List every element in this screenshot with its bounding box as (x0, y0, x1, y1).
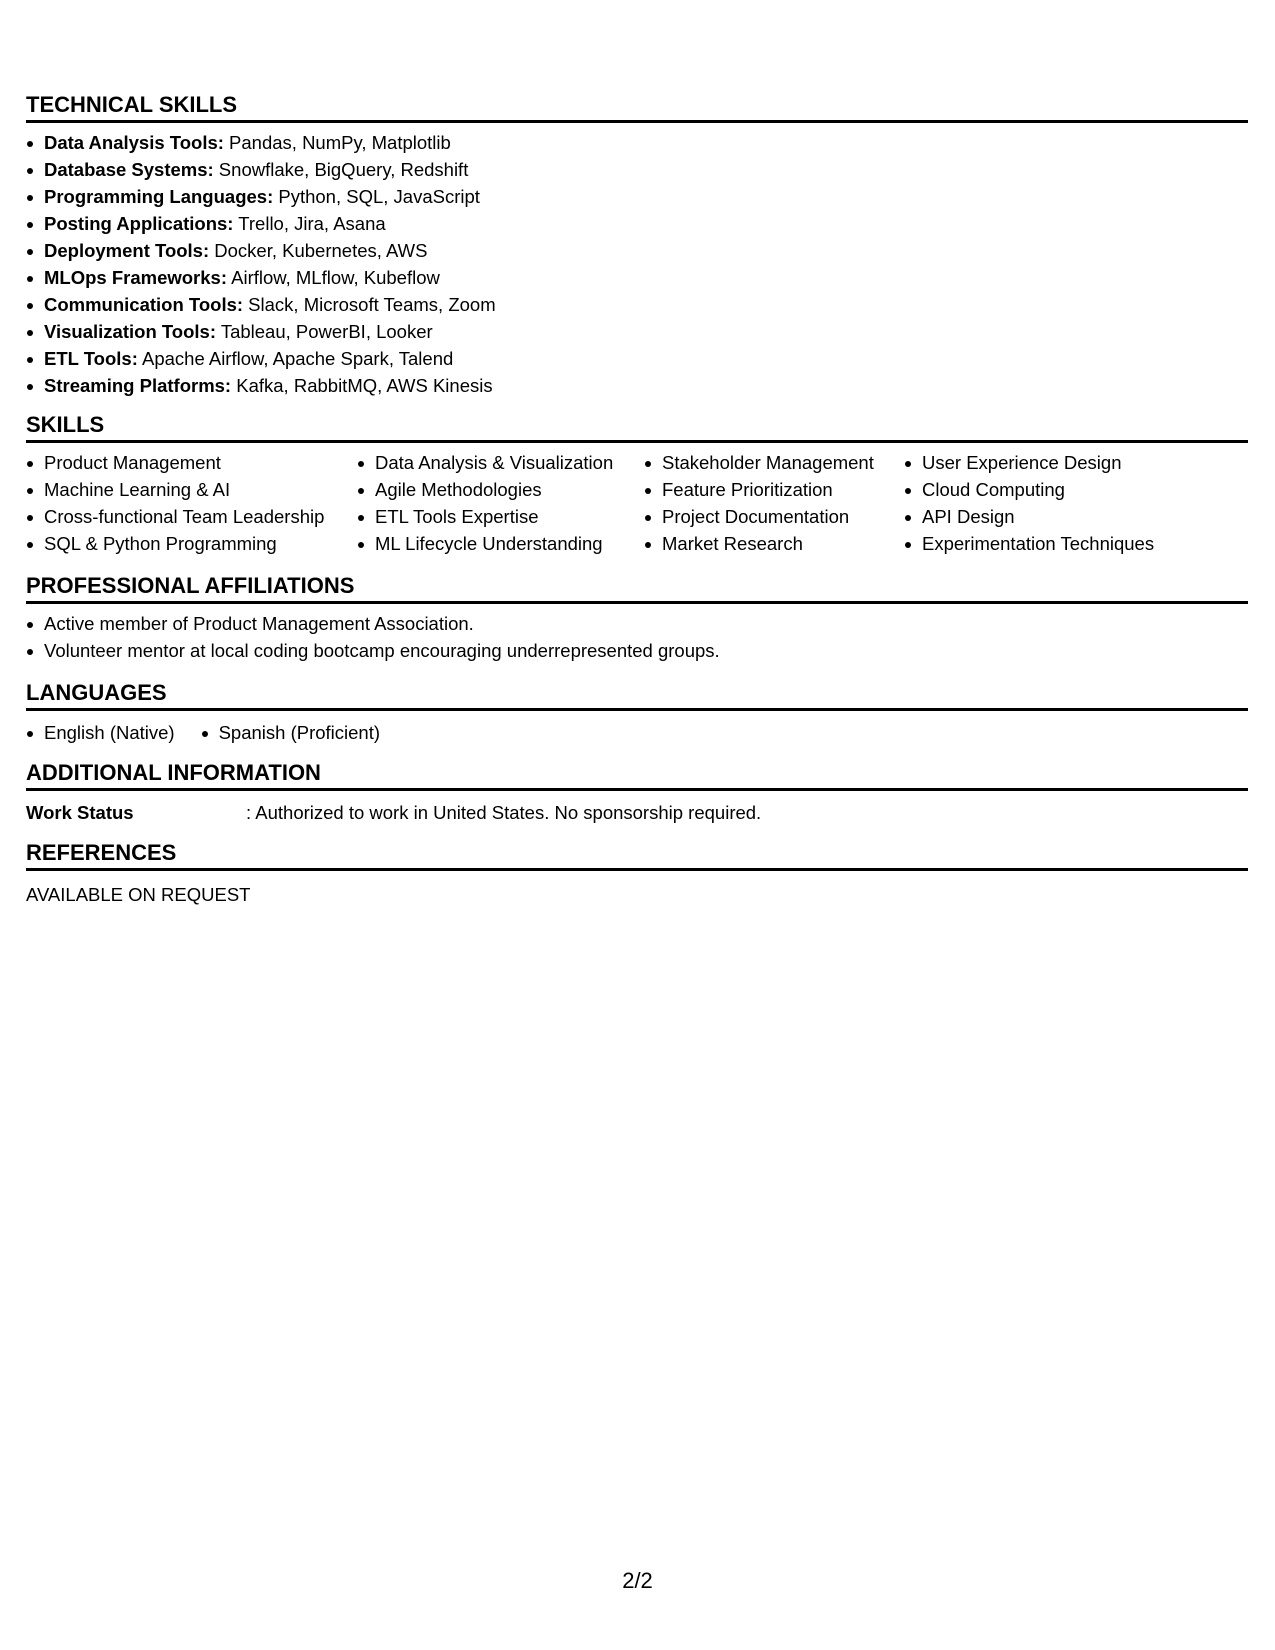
technical-skills-list (26, 123, 1248, 399)
skill-category-value: Snowflake, BigQuery, Redshift (213, 159, 469, 180)
skill-category-label: Visualization Tools: (44, 321, 217, 342)
skill-category-label: Programming Languages: (44, 186, 274, 207)
affiliations-section (26, 573, 1248, 664)
list-item: Cross-functional Team Leadership (26, 503, 357, 530)
list-item: User Experience Design (904, 449, 1224, 476)
list-item (26, 183, 1248, 210)
skill-category-value: Tableau, PowerBI, Looker (216, 321, 433, 342)
additional-info-section (26, 760, 1248, 826)
work-status-value: : Authorized to work in United States. No sponsorship required. (246, 802, 762, 823)
list-item: SQL & Python Programming (26, 530, 357, 557)
list-item (26, 291, 1248, 318)
skills-section (26, 412, 1248, 557)
skill-category-value: Apache Airflow, Apache Spark, Talend (137, 348, 454, 369)
skill-category-label: Communication Tools: (44, 294, 244, 315)
list-item: Data Analysis & Visualization (357, 449, 644, 476)
list-item (26, 372, 1248, 399)
languages-section (26, 680, 1248, 746)
references-text: AVAILABLE ON REQUEST (26, 884, 251, 905)
technical-skills-section (26, 92, 1248, 399)
skill-category-value: Docker, Kubernetes, AWS (209, 240, 428, 261)
list-item: Volunteer mentor at local coding bootcamp encouraging underrepresented groups. (26, 637, 1248, 664)
list-item (26, 210, 1248, 237)
list-item: API Design (904, 503, 1224, 530)
resume-page (26, 92, 1248, 908)
list-item: Stakeholder Management (644, 449, 904, 476)
section-title-technical-skills: TECHNICAL SKILLS (26, 92, 1248, 123)
list-item: Spanish (Proficient) (201, 719, 380, 746)
section-title-references: REFERENCES (26, 840, 1248, 871)
skill-category-label: Data Analysis Tools: (44, 132, 224, 153)
skill-category-label: Posting Applications: (44, 213, 234, 234)
section-title-skills: SKILLS (26, 412, 1248, 443)
skills-column (904, 449, 1224, 557)
skill-category-value: Airflow, MLflow, Kubeflow (227, 267, 440, 288)
page-number: 2/2 (622, 1568, 653, 1593)
skill-category-value: Slack, Microsoft Teams, Zoom (243, 294, 496, 315)
skill-category-label: Database Systems: (44, 159, 214, 180)
list-item (26, 318, 1248, 345)
skill-category-value: Python, SQL, JavaScript (273, 186, 480, 207)
list-item (26, 345, 1248, 372)
section-title-languages: LANGUAGES (26, 680, 1248, 711)
list-item: Market Research (644, 530, 904, 557)
list-item (26, 264, 1248, 291)
list-item: Experimentation Techniques (904, 530, 1224, 557)
list-item (26, 129, 1248, 156)
list-item (26, 237, 1248, 264)
skill-category-value: Pandas, NumPy, Matplotlib (223, 132, 451, 153)
work-status-label: Work Status (26, 802, 134, 823)
section-title-affiliations: PROFESSIONAL AFFILIATIONS (26, 573, 1248, 604)
list-item: ETL Tools Expertise (357, 503, 644, 530)
skills-column (357, 449, 644, 557)
work-status-row (26, 791, 1248, 826)
list-item: Agile Methodologies (357, 476, 644, 503)
languages-list (26, 711, 1248, 746)
skill-category-label: Deployment Tools: (44, 240, 210, 261)
skills-column (644, 449, 904, 557)
skill-category-value: Trello, Jira, Asana (233, 213, 386, 234)
section-title-additional-info: ADDITIONAL INFORMATION (26, 760, 1248, 791)
skill-category-label: Streaming Platforms: (44, 375, 232, 396)
list-item: Product Management (26, 449, 357, 476)
list-item: Active member of Product Management Association. (26, 610, 1248, 637)
list-item: English (Native) (26, 719, 175, 746)
skills-grid (26, 443, 1248, 557)
list-item: ML Lifecycle Understanding (357, 530, 644, 557)
skill-category-value: Kafka, RabbitMQ, AWS Kinesis (231, 375, 493, 396)
skills-column (26, 449, 357, 557)
affiliations-list (26, 604, 1248, 664)
list-item: Project Documentation (644, 503, 904, 530)
list-item: Machine Learning & AI (26, 476, 357, 503)
skill-category-label: MLOps Frameworks: (44, 267, 227, 288)
list-item (26, 156, 1248, 183)
references-section (26, 840, 1248, 908)
skill-category-label: ETL Tools: (44, 348, 138, 369)
list-item: Feature Prioritization (644, 476, 904, 503)
list-item: Cloud Computing (904, 476, 1224, 503)
